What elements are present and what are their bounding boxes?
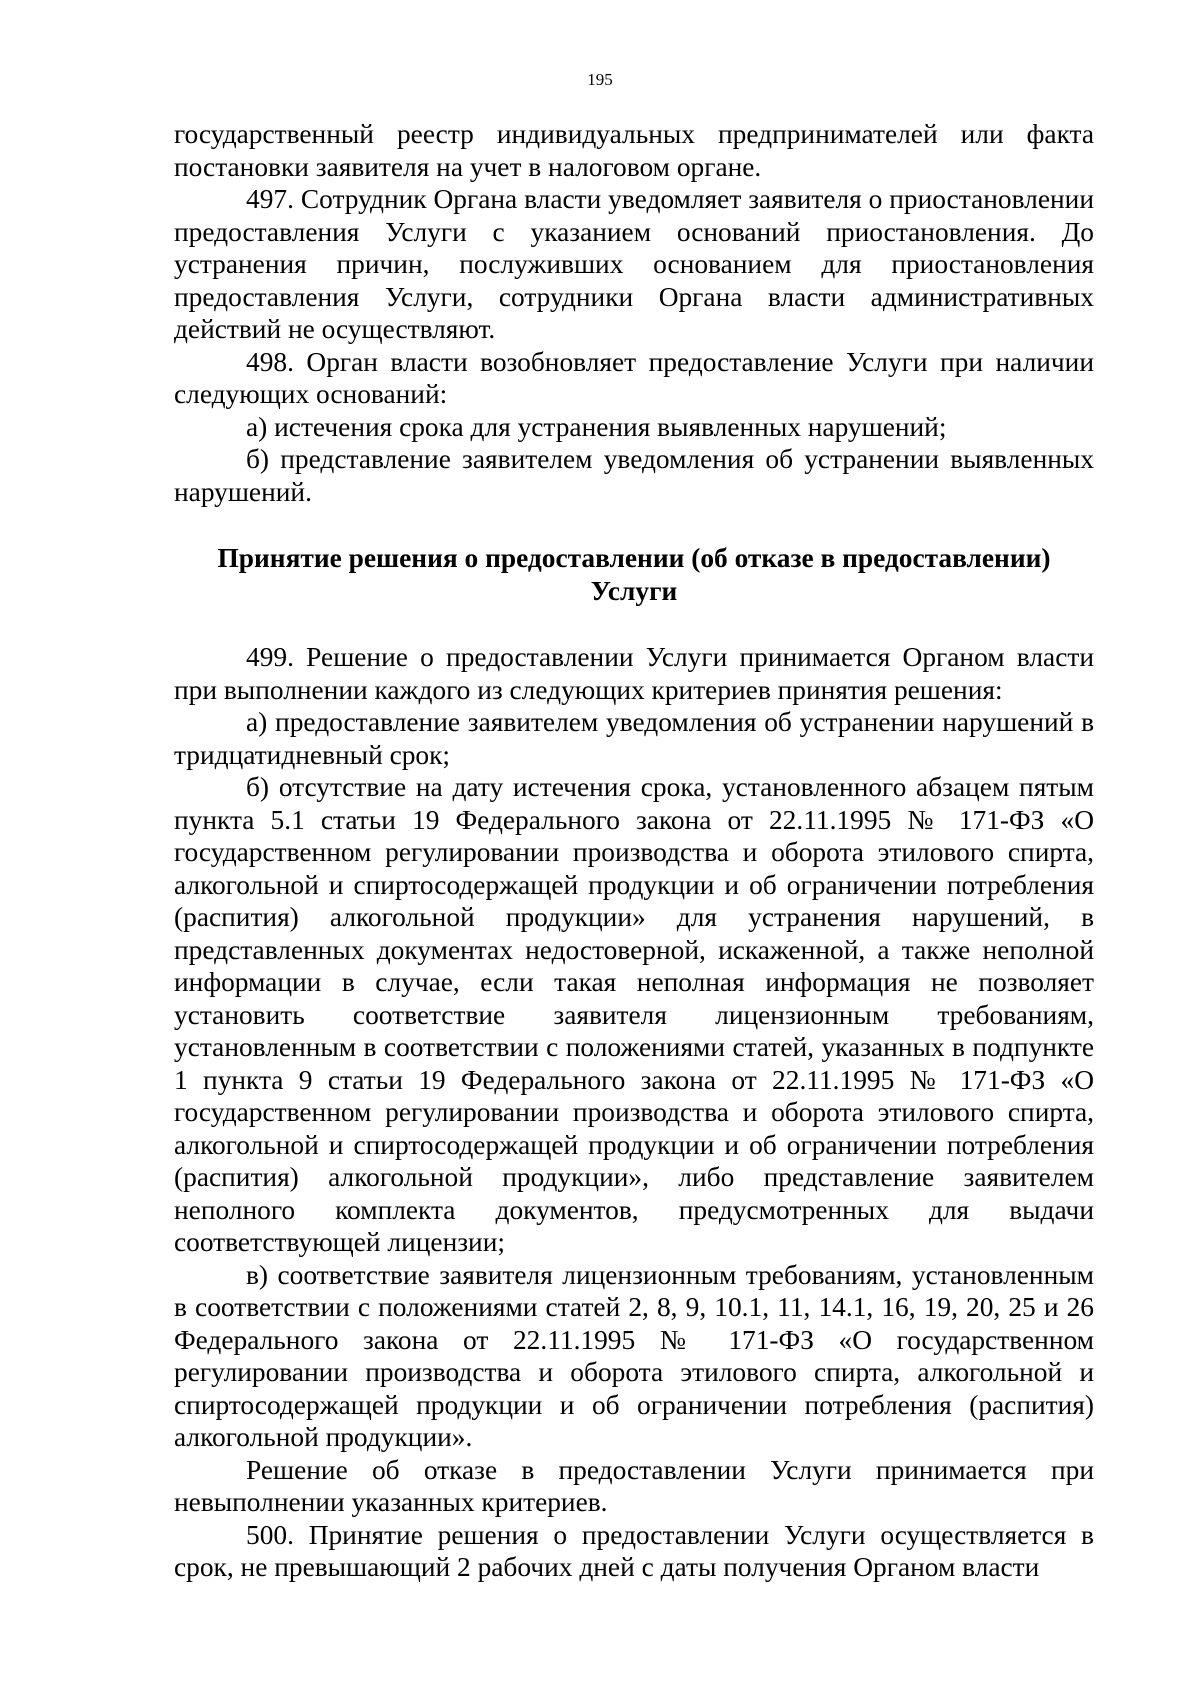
paragraph: б) отсутствие на дату истечения срока, установленного абзацем пятым пункта 5.1 статьи 19 Федерального закона от 22.11.1995 № 171-ФЗ «О государственном регулировании производства и оборота этилового спирта, алкогольной и спиртосодержащей продукции и об ограничении потребления (распития) алкогольной продукции» для устранения нарушений, в представленных документах недостоверной, искаженной, а также неполной информации в случае, если такая неполная информация не позволяет установить соответствие заявителя лицензионным требованиям, установленным в соответствии с положениями статей, указанных в подпункте 1 пункта 9 статьи 19 Федерального закона от 22.11.1995 № 171-ФЗ «О государственном регулировании производства и оборота этилового спирта, алкогольной и спиртосодержащей продукции и об ограничении потребления (распития) алкогольной продукции», либо представление заявителем неполного комплекта документов, предусмотренных для выдачи соответствующей лицензии; xyxy=(174,772,1094,1257)
paragraph: б) представление заявителем уведомления об устранении выявленных нарушений. xyxy=(174,444,1094,507)
paragraph: государственный реестр индивидуальных предпринимателей или факта постановки заявителя на учет в налоговом органе. xyxy=(174,119,1094,182)
section-heading-line: Услуги xyxy=(590,575,678,606)
paragraph: а) предоставление заявителем уведомления об устранении нарушений в тридцатидневный срок; xyxy=(174,707,1094,770)
section-2 xyxy=(174,641,1094,1584)
paragraph: в) соответствие заявителя лицензионным требованиям, установленным в соответствии с положениями статей 2, 8, 9, 10.1, 11, 14.1, 16, 19, 20, 25 и 26 Федерального закона от 22.11.1995 № 171-ФЗ «О государственном регулировании производства и оборота этилового спирта, алкогольной и спиртосодержащей продукции и об ограничении потребления (распития) алкогольной продукции». xyxy=(174,1259,1094,1452)
paragraph: 498. Орган власти возобновляет предоставление Услуги при наличии следующих оснований: xyxy=(174,346,1094,409)
section-heading-line: Принятие решения о предоставлении (об отказе в предоставлении) xyxy=(217,543,1051,573)
paragraph: а) истечения срока для устранения выявленных нарушений; xyxy=(246,411,947,442)
paragraph: 499. Решение о предоставлении Услуги принимается Органом власти при выполнении каждого из следующих критериев принятия решения: xyxy=(174,642,1094,705)
section-1 xyxy=(174,118,1094,508)
section-heading xyxy=(174,542,1094,607)
paragraph: Решение об отказе в предоставлении Услуги принимается при невыполнении указанных критериев. xyxy=(174,1454,1094,1517)
page-number: 195 xyxy=(587,70,613,89)
paragraph: 497. Сотрудник Органа власти уведомляет заявителя о приостановлении предоставления Услуги с указанием оснований приостановления. До устранения причин, послуживших основанием для приостановления предоставления Услуги, сотрудники Органа власти административных действий не осуществляют. xyxy=(174,184,1094,344)
document-body xyxy=(174,118,1094,1584)
paragraph: 500. Принятие решения о предоставлении Услуги осуществляется в срок, не превышающий 2 рабочих дней с даты получения Органом власти xyxy=(174,1519,1094,1582)
